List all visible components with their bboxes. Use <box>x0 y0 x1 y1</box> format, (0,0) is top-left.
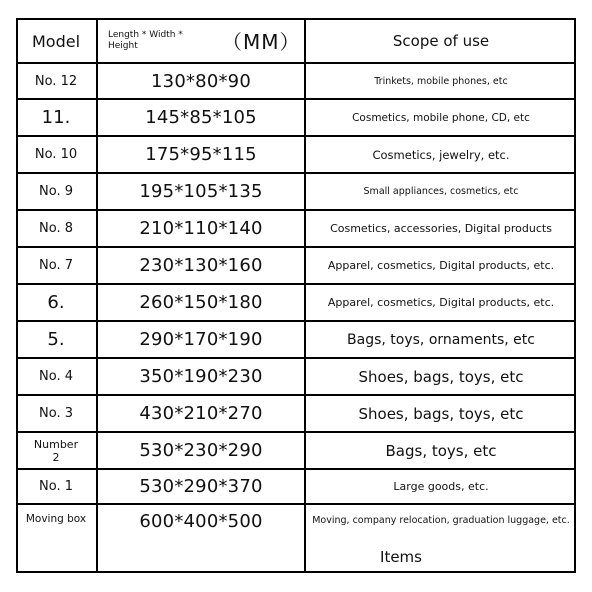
row-model: 6. <box>47 292 65 313</box>
row-scope: Shoes, bags, toys, etc <box>358 367 524 386</box>
header-dimensions <box>98 20 304 62</box>
items-label: Items <box>380 548 422 566</box>
row-scope: Small appliances, cosmetics, etc <box>363 186 519 197</box>
row-model: 5. <box>47 329 65 350</box>
row-model: No. 1 <box>39 479 73 494</box>
row-dimensions: 230*130*160 <box>139 255 263 276</box>
header-dimensions-label: Length * Width * Height <box>108 30 183 51</box>
row-scope: Bags, toys, ornaments, etc <box>347 331 535 348</box>
row-model: No. 3 <box>39 406 73 421</box>
row-dimensions: 195*105*135 <box>139 181 263 202</box>
row-dimensions: 210*110*140 <box>139 218 263 239</box>
row-dimensions: 260*150*180 <box>139 292 263 313</box>
row-divider <box>16 503 576 505</box>
row-scope: Trinkets, mobile phones, etc <box>374 75 508 87</box>
row-dimensions: 530*290*370 <box>139 476 263 497</box>
row-dimensions: 350*190*230 <box>139 366 263 387</box>
row-model: Moving box <box>25 513 87 525</box>
row-model: No. 8 <box>39 221 73 236</box>
row-dimensions: 145*85*105 <box>145 107 257 128</box>
row-model: No. 4 <box>39 369 73 384</box>
row-dimensions: 130*80*90 <box>151 70 251 92</box>
row-dimensions: 290*170*190 <box>139 329 263 350</box>
row-model: No. 7 <box>39 258 73 273</box>
row-scope: Apparel, cosmetics, Digital products, etc. <box>327 259 555 272</box>
row-dimensions: 430*210*270 <box>139 403 263 424</box>
row-scope: Apparel, cosmetics, Digital products, etc. <box>327 296 555 309</box>
row-model: Number 2 <box>33 437 79 464</box>
row-scope: Cosmetics, jewelry, etc. <box>372 147 510 162</box>
row-model: No. 9 <box>39 184 73 199</box>
row-scope: Moving, company relocation, graduation luggage, etc. <box>312 515 570 526</box>
header-scope: Scope of use <box>392 32 490 50</box>
row-model: No. 12 <box>34 73 78 89</box>
row-dimensions: 600*400*500 <box>139 511 263 532</box>
header-dimensions-unit: （MM） <box>222 30 301 54</box>
row-model: 11. <box>41 107 71 128</box>
size-table <box>16 18 576 573</box>
row-dimensions: 530*230*290 <box>139 440 263 461</box>
row-dimensions: 175*95*115 <box>145 144 257 165</box>
table-border-bottom <box>16 571 576 573</box>
row-scope: Cosmetics, mobile phone, CD, etc <box>352 111 530 124</box>
row-scope: Shoes, bags, toys, etc <box>358 404 524 423</box>
row-model: No. 10 <box>34 147 78 162</box>
row-scope: Bags, toys, etc <box>385 441 497 460</box>
header-model: Model <box>31 31 81 51</box>
row-scope: Large goods, etc. <box>393 480 489 493</box>
row-scope: Cosmetics, accessories, Digital products <box>330 222 552 235</box>
